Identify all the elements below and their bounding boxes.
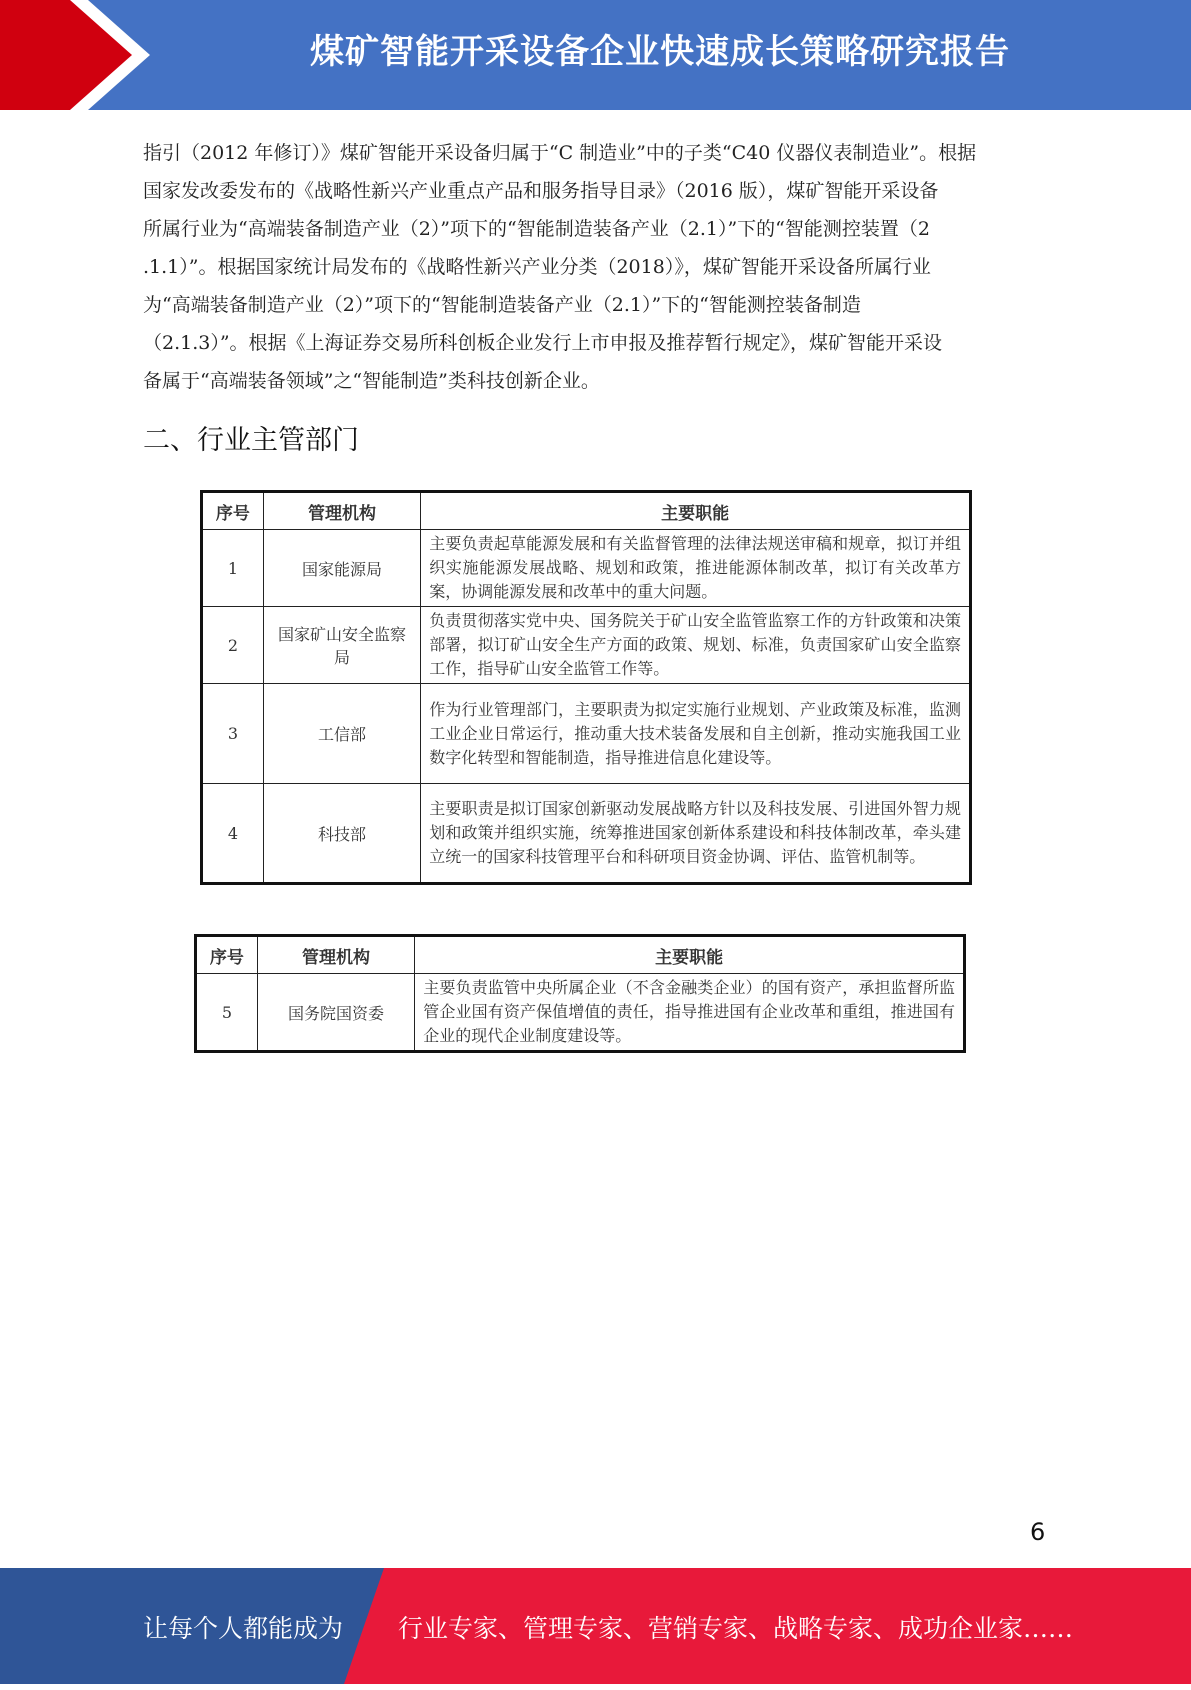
paragraph-line: 国家发改委发布的《战略性新兴产业重点产品和服务指导目录》（2016 版），煤矿智能开采设备 — [143, 180, 939, 202]
row-function: 主要负责监管中央所属企业（不含金融类企业）的国有资产，承担监督所监管企业国有资产保值增值的责任，指导推进国有企业改革和重组，推进国有企业的现代企业制度建设等。 — [415, 974, 965, 1052]
report-title: 煤矿智能开采设备企业快速成长策略研究报告 — [310, 32, 1010, 72]
paragraph-line: .1.1）”。根据国家统计局发布的《战略性新兴产业分类（2018）》，煤矿智能开采设备所属行业 — [143, 256, 931, 278]
department-table — [200, 490, 972, 885]
row-function: 主要负责起草能源发展和有关监督管理的法律法规送审稿和规章，拟订并组织实施能源发展战略、规划和政策，推进能源体制改革，拟订有关改革方案，协调能源发展和改革中的重大问题。 — [421, 530, 971, 607]
row-function: 负责贯彻落实党中央、国务院关于矿山安全监管监察工作的方针政策和决策部署，拟订矿山安全生产方面的政策、规划、标准，负责国家矿山安全监察工作，指导矿山安全监管工作等。 — [421, 607, 971, 684]
column-header-number: 序号 — [196, 936, 258, 974]
column-header-org: 管理机构 — [263, 492, 420, 530]
table-row — [202, 684, 971, 784]
row-function: 主要职责是拟订国家创新驱动发展战略方针以及科技发展、引进国外智力规划和政策并组织实施，统筹推进国家创新体系建设和科技体制改革，牵头建立统一的国家科技管理平台和科研项目资金协调、评估、监管机制等。 — [421, 784, 971, 884]
section-heading: 二、行业主管部门 — [143, 425, 359, 456]
row-org: 国家矿山安全监察局 — [263, 607, 420, 684]
paragraph-line: 指引（2012 年修订）》煤矿智能开采设备归属于“C 制造业”中的子类“C40 仪器仪表制造业”。根据 — [143, 142, 977, 164]
page-number: 6 — [1030, 1518, 1046, 1546]
table-row — [202, 530, 971, 607]
column-header-org: 管理机构 — [257, 936, 414, 974]
row-number: 4 — [202, 784, 264, 884]
body-paragraph — [143, 134, 1048, 400]
footer-slogan-right: 行业专家、管理专家、营销专家、战略专家、成功企业家…… — [398, 1614, 1074, 1643]
header-banner — [0, 0, 1191, 110]
row-org: 工信部 — [263, 684, 420, 784]
row-number: 3 — [202, 684, 264, 784]
table-header-row — [196, 936, 965, 974]
column-header-number: 序号 — [202, 492, 264, 530]
department-table-continued — [194, 934, 966, 1053]
row-org: 国务院国资委 — [257, 974, 414, 1052]
row-number: 1 — [202, 530, 264, 607]
table-row — [202, 784, 971, 884]
column-header-function: 主要职能 — [421, 492, 971, 530]
row-number: 5 — [196, 974, 258, 1052]
paragraph-line: （2.1.3）”。根据《上海证券交易所科创板企业发行上市申报及推荐暂行规定》，煤矿智能开采设 — [143, 332, 943, 354]
paragraph-line: 所属行业为“高端装备制造产业（2）”项下的“智能制造装备产业（2.1）”下的“智能测控装置（2 — [143, 218, 930, 240]
column-header-function: 主要职能 — [415, 936, 965, 974]
table-row — [202, 607, 971, 684]
paragraph-line: 备属于“高端装备领域”之“智能制造”类科技创新企业。 — [143, 370, 600, 392]
footer-slogan-left: 让每个人都能成为 — [143, 1614, 344, 1643]
row-number: 2 — [202, 607, 264, 684]
footer-banner — [0, 1568, 1191, 1684]
row-org: 国家能源局 — [263, 530, 420, 607]
table-row — [196, 974, 965, 1052]
row-org: 科技部 — [263, 784, 420, 884]
row-function: 作为行业管理部门，主要职责为拟定实施行业规划、产业政策及标准，监测工业企业日常运行，推动重大技术装备发展和自主创新，推动实施我国工业数字化转型和智能制造，指导推进信息化建设等。 — [421, 684, 971, 784]
table-header-row — [202, 492, 971, 530]
paragraph-line: 为“高端装备制造产业（2）”项下的“智能制造装备产业（2.1）”下的“智能测控装备制造 — [143, 294, 861, 316]
